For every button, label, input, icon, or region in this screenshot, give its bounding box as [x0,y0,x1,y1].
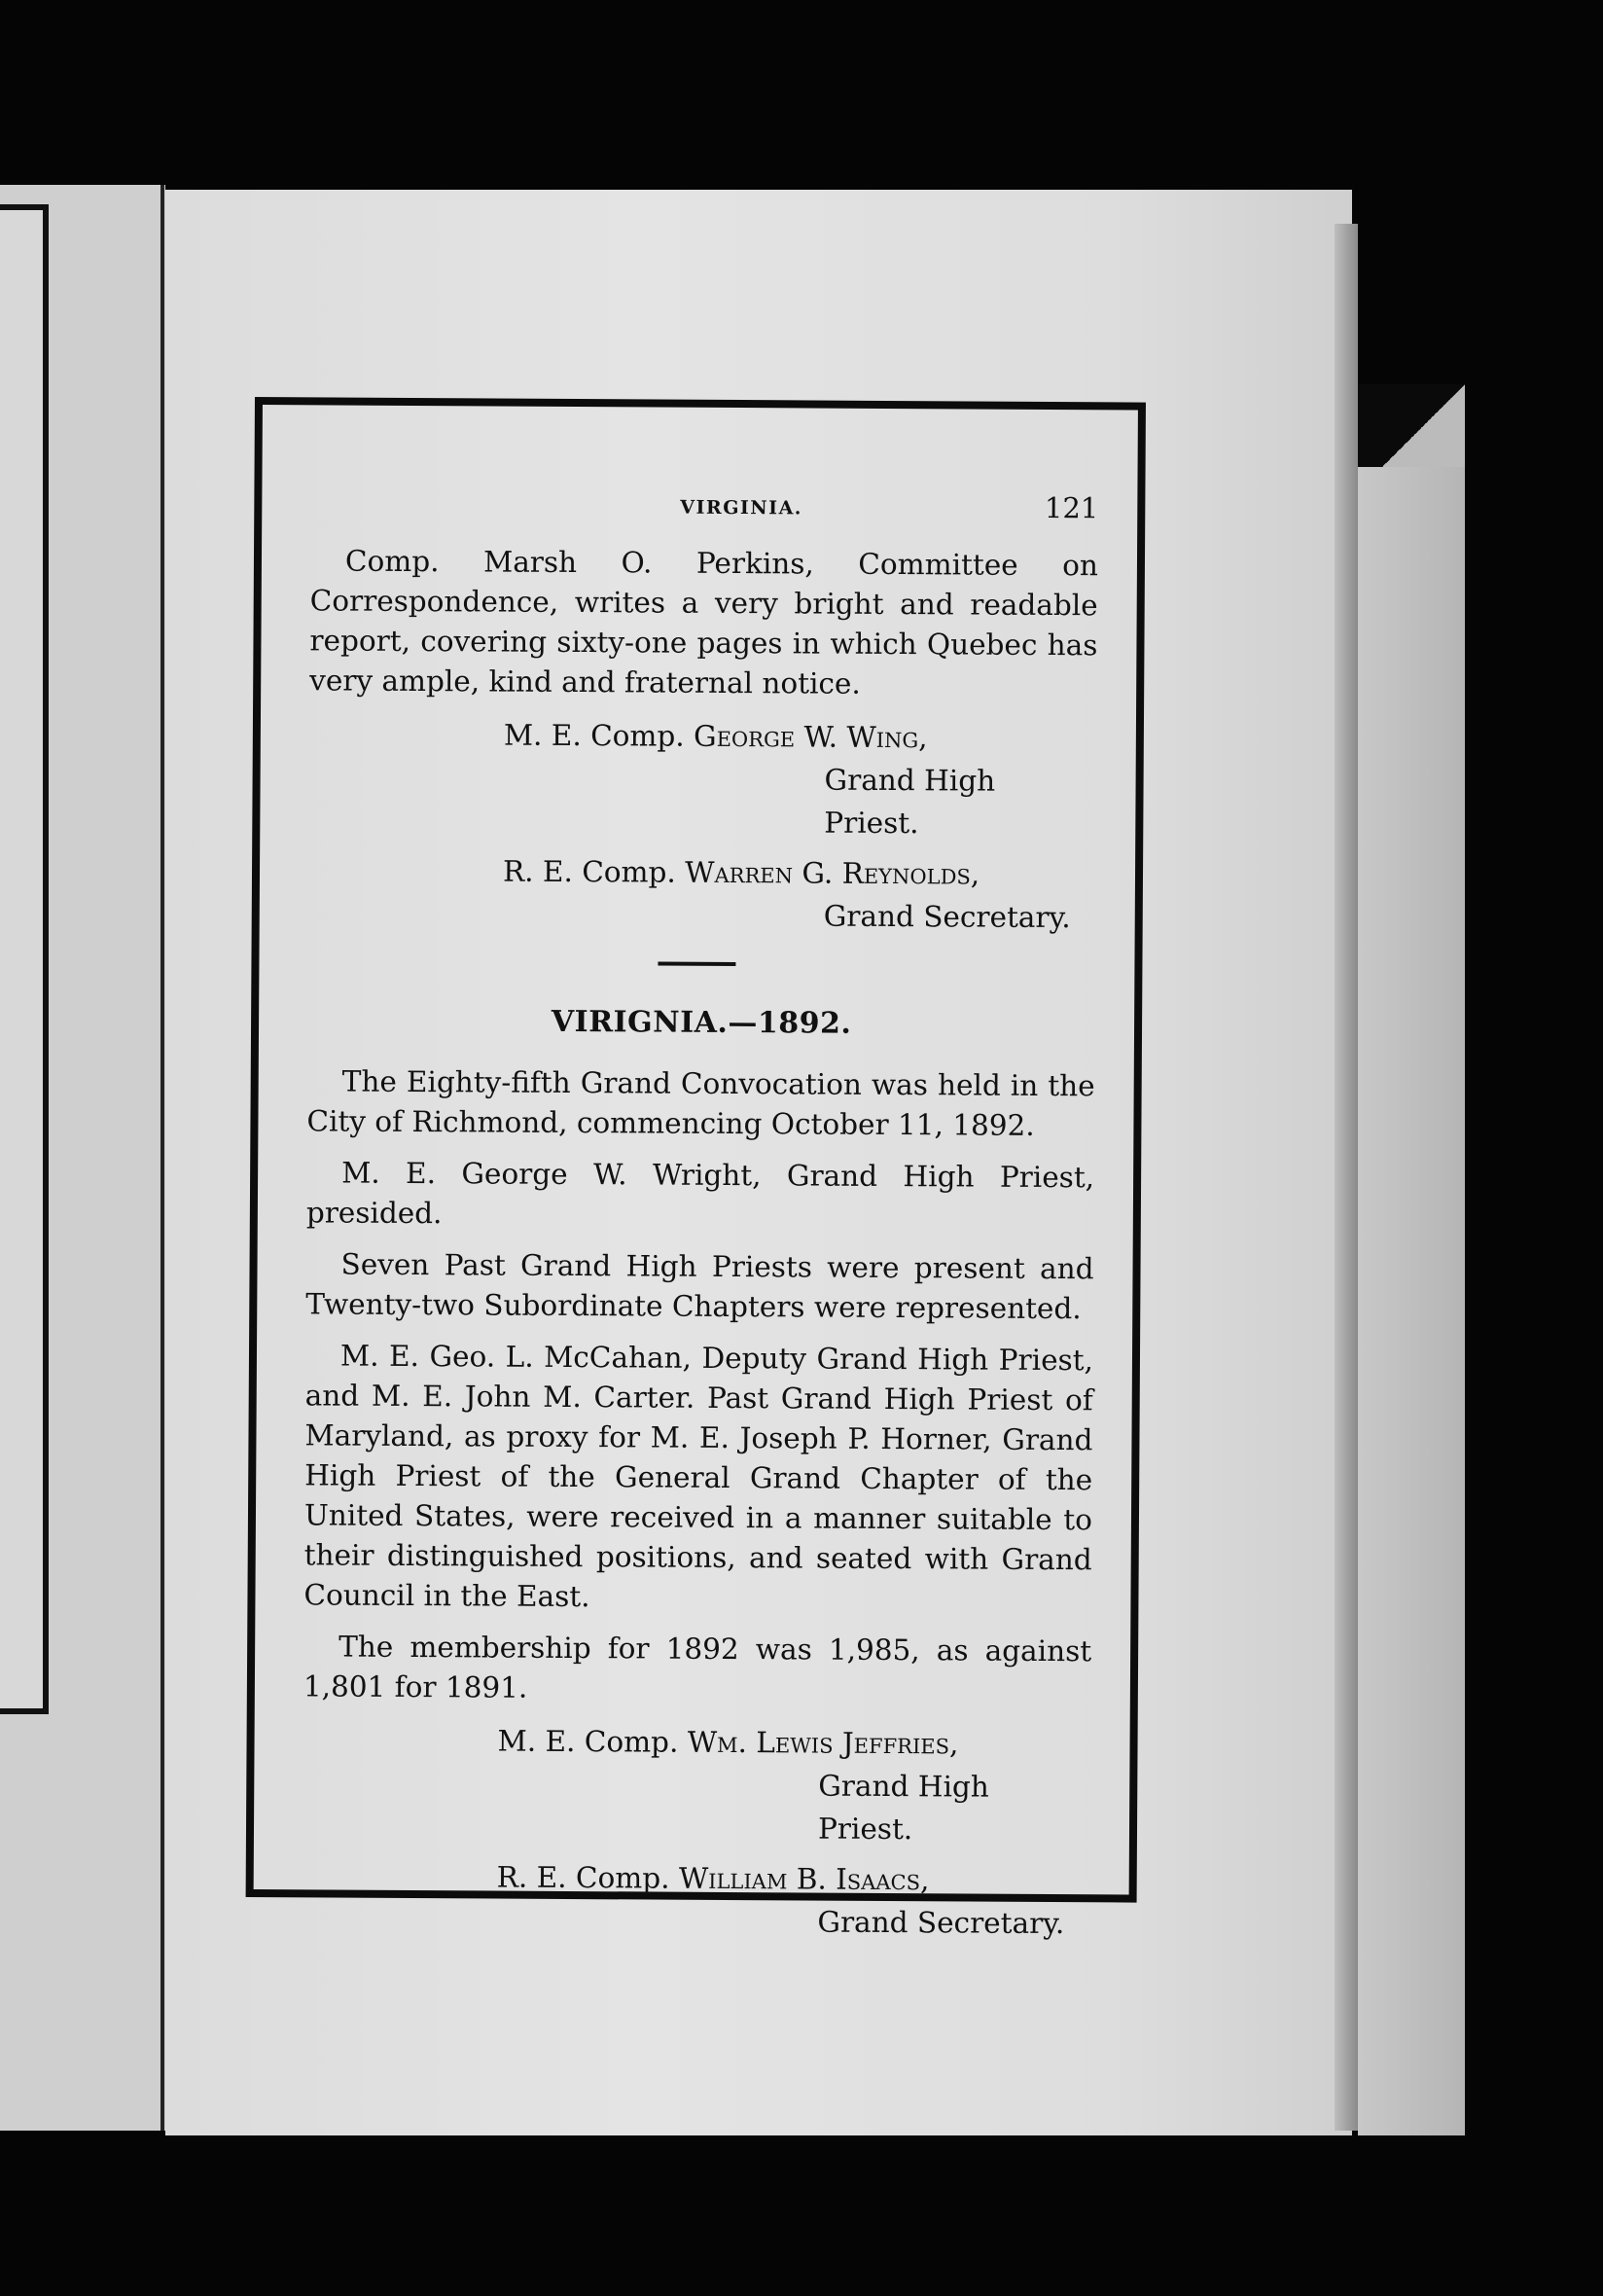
facing-page-frame [0,204,49,1714]
running-head [262,488,1137,532]
signature-name [303,1718,1090,1766]
page-body [302,541,1098,1945]
signature-name [309,712,1097,760]
section-heading: VIRIGNIA.—1892. [551,1004,852,1041]
body-paragraph: M. E. Geo. L. McCahan, Deputy Grand High Priest, and M. E. John M. Carter. Past Grand High Priest of Maryland, as proxy for M. E. Joseph P. Horner, Grand High Priest of the General Grand Chapter of the United States, were received in a manner suitable to their distinguished positions, and seated with Grand Council in the East. [303,1339,1094,1614]
text-frame [246,397,1146,1941]
signature-name [303,1854,1090,1902]
signature-name [308,848,1096,896]
book-gutter [160,185,164,2131]
signatory-name: Wm. Lewis Jeffries, [687,1725,959,1761]
signatory-name: Warren G. Reynolds, [685,855,980,891]
signatory-title: Grand High Priest. [824,763,996,841]
body-paragraph: Seven Past Grand High Priests were present and Twenty-two Subordinate Chapters were represented. [305,1247,1094,1326]
signature-prefix: M. E. Comp. [503,718,685,753]
signatory-name: George W. Wing, [693,719,928,755]
page-edge-shadow [1335,224,1358,2131]
signature-prefix: R. E. Comp. [496,1860,670,1895]
underlying-page [1358,467,1465,2135]
body-paragraph: The Eighty-fifth Grand Convocation was held in the City of Richmond, commencing October 11, 1892. [306,1064,1095,1142]
signature-prefix: R. E. Comp. [502,854,676,889]
body-paragraph: M. E. George W. Wright, Grand High Priest, presided. [305,1156,1095,1231]
section-divider [658,962,735,966]
running-title: VIRGINIA. [680,496,803,520]
body-paragraph: The membership for 1892 was 1,985, as against 1,801 for 1891. [303,1630,1092,1704]
signatory-title: Grand Secretary. [823,899,1071,935]
page-number: 121 [1044,490,1099,525]
signature-prefix: M. E. Comp. [497,1724,679,1759]
signatory-name: William B. Isaacs, [678,1861,930,1897]
correspondence-paragraph: Comp. Marsh O. Perkins, Committee on Correspondence, writes a very bright and readable report, covering sixty-one pages in which Quebec has very ample, kind and fraternal notice. [309,544,1099,700]
signatory-title: Grand Secretary. [817,1905,1065,1941]
signatory-title: Grand High Priest. [817,1769,989,1847]
